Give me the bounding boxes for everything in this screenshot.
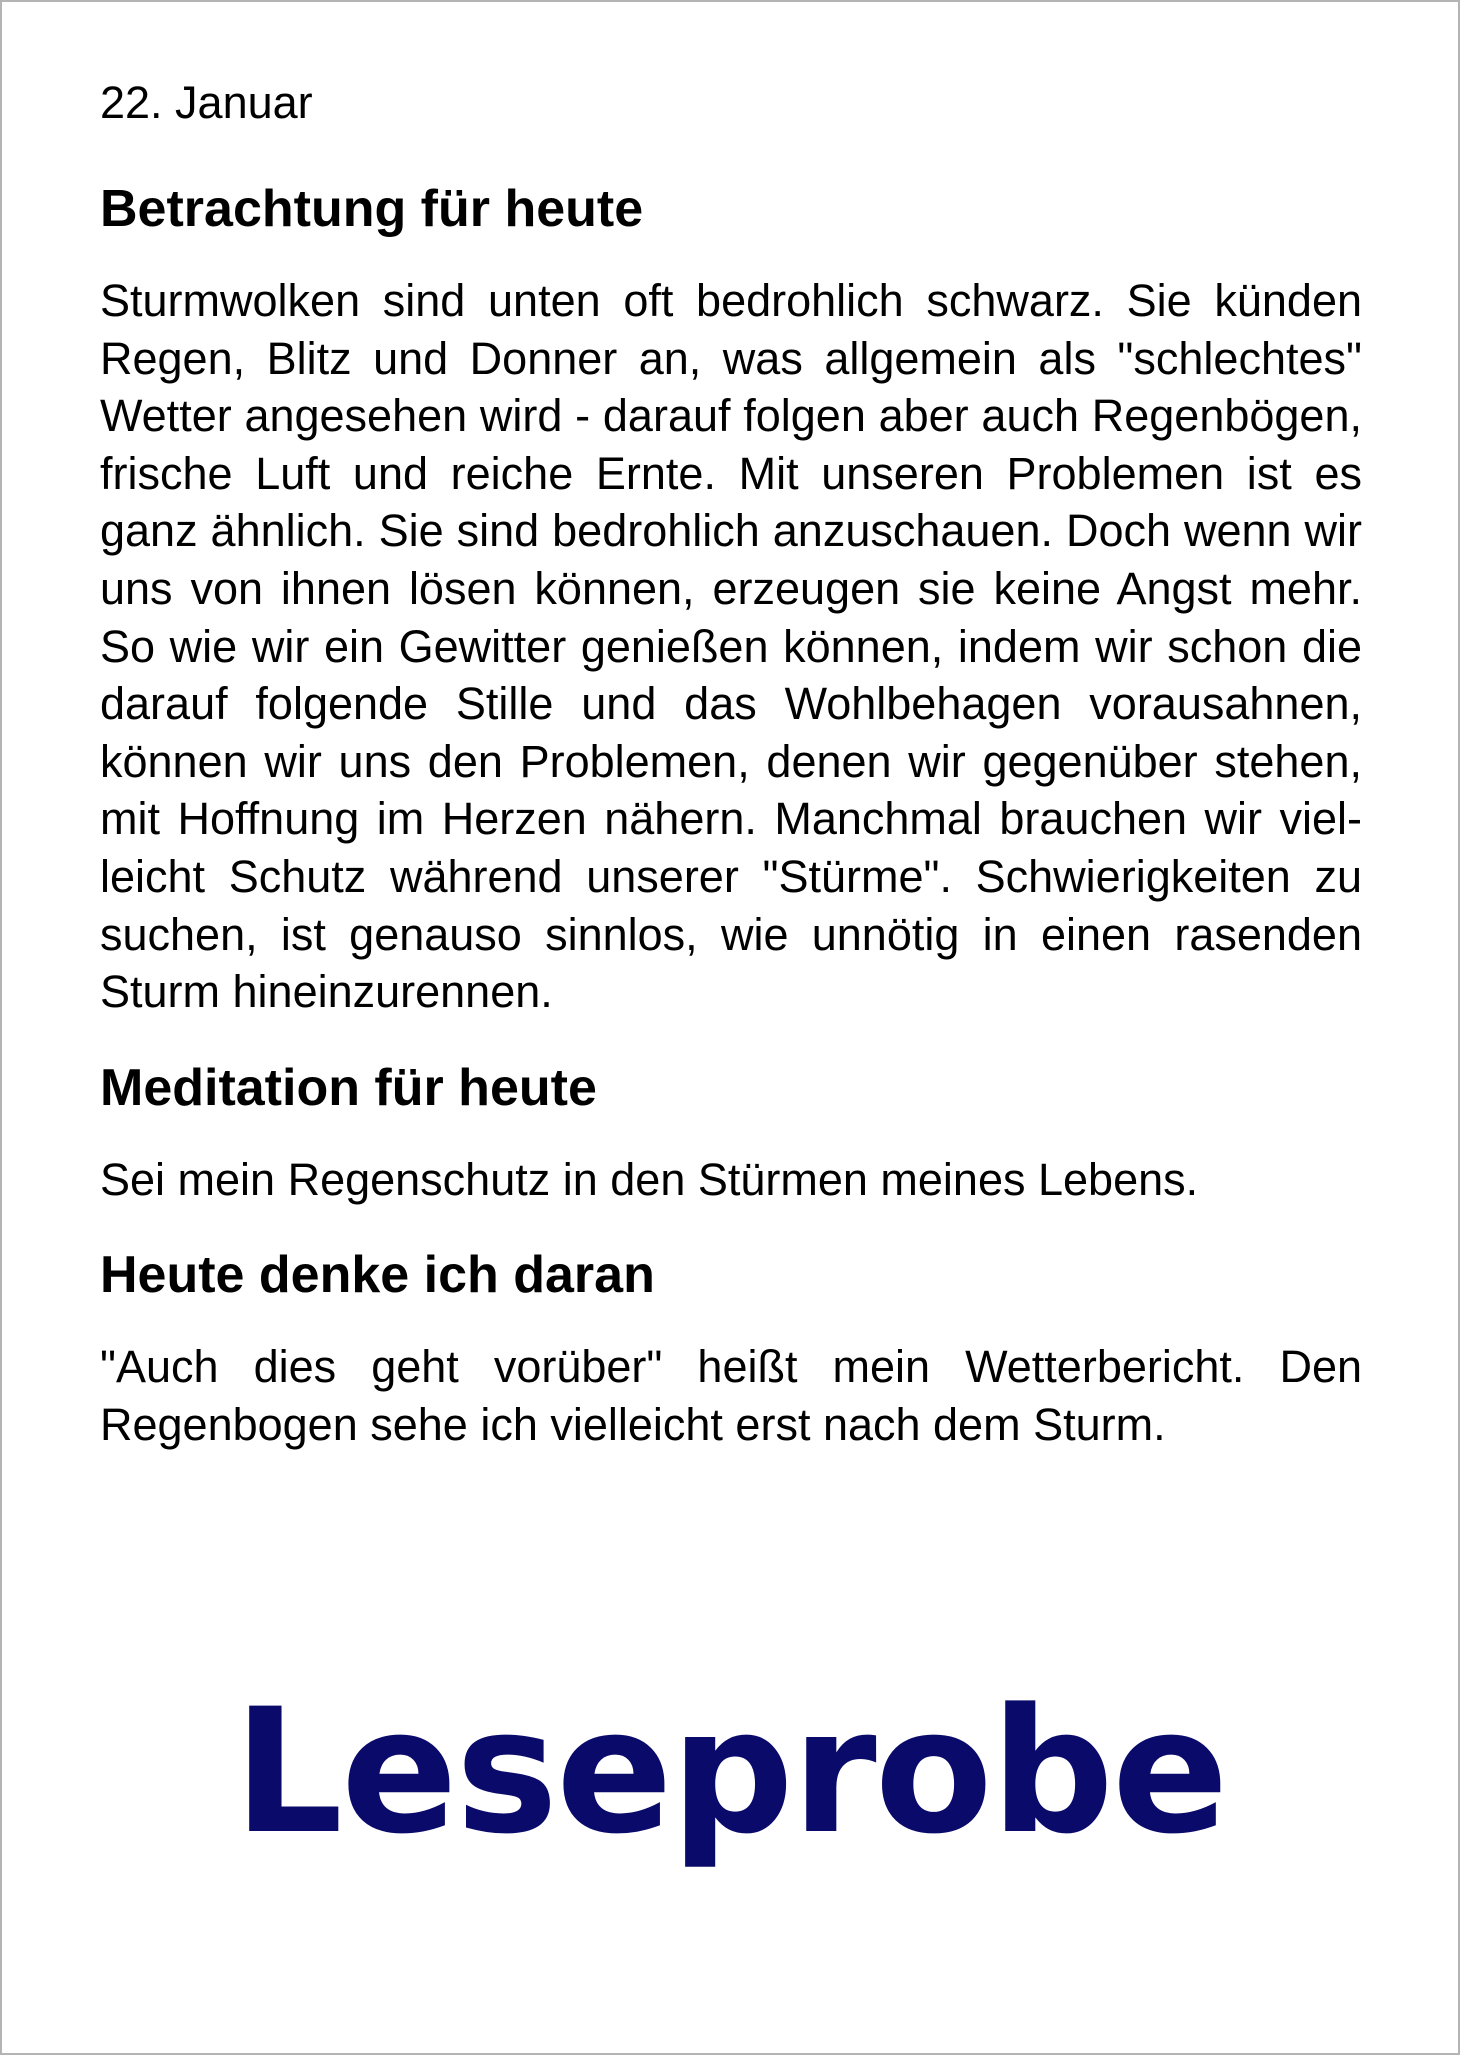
section-heading-betrachtung: Betrachtung für heute: [100, 180, 644, 238]
leseprobe-watermark: Leseprobe: [233, 1671, 1227, 1872]
section-text-denke: "Auch dies geht vorüber" heißt mein Wetterbericht. Den Regenbogen sehe ich vielleicht erst nach dem Sturm.: [100, 1341, 1362, 1450]
section-text-meditation: Sei mein Regenschutz in den Stürmen meines Lebens.: [100, 1153, 1199, 1205]
section-heading-meditation: Meditation für heute: [100, 1058, 597, 1117]
page-content: [100, 68, 1362, 1486]
page-date: 22. Januar: [100, 77, 313, 128]
section-text-betrachtung: Sturmwolken sind unten oft bedrohlich schwarz. Sie künden Regen, Blitz und Donner an, was allgemein als "schlechtes" Wetter angesehen wird - darauf folgen aber auch Regenbögen, frische Luft und reiche Ernte. Mit unseren Problemen ist es ganz ähnlich. Sie sind bedrohlich anzuschauen. Doch wenn wir uns von ihnen lösen können, erzeugen sie keine Angst mehr. So wie wir ein Gewitter genießen können, indem wir schon die darauf folgende Stille und das Wohlbehagen vorausahnen, können wir uns den Problemen, denen wir gegenüber stehen, mit Hoffnung im Herzen nähern. Manchmal brauchen wir vielleicht Schutz während unserer "Stürme". Schwierigkeiten zu suchen, ist genauso sinnlos, wie unnötig in einen rasenden Sturm hineinzurennen.: [100, 275, 1362, 1018]
section-heading-denke: Heute denke ich daran: [100, 1246, 655, 1305]
